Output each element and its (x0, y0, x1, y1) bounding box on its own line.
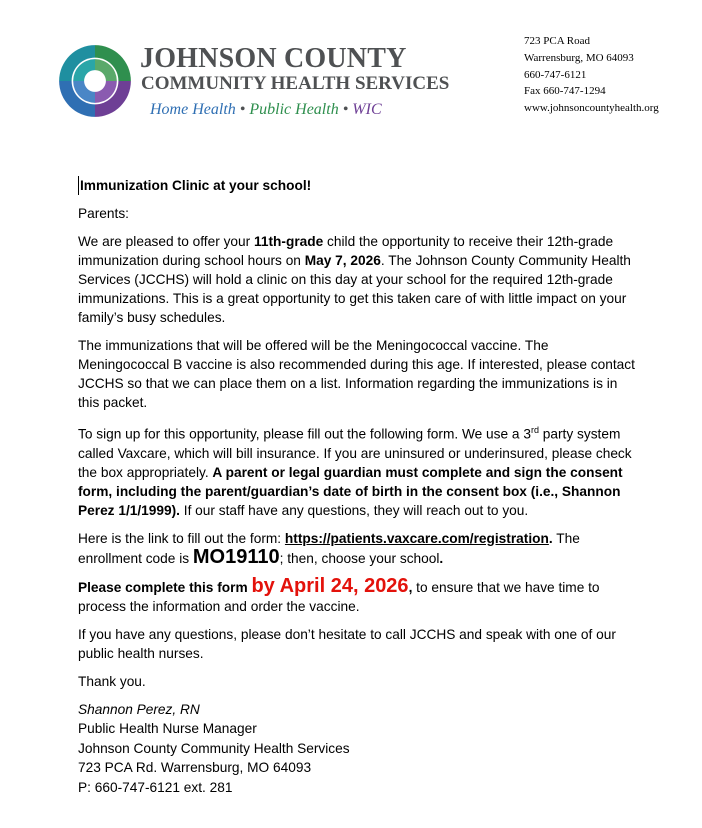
tagline-separator: • (239, 101, 246, 118)
address-fax: Fax 660-747-1294 (524, 85, 606, 98)
address-website[interactable]: www.johnsoncountyhealth.org (524, 102, 659, 115)
text-run: . The Johnson County Community Health Services (JCCHS) will hold a clinic on this day at your school for the required 12th-grade immunizations. This is a great opportunity to get this taken care of with little impact on your family’s busy schedules. (78, 253, 631, 325)
text-run: We are pleased to offer your (78, 234, 255, 249)
text-run: to ensure that we have time to process the information and order the vaccine. (78, 579, 600, 614)
paragraph-questions: If you have any questions, please don’t hesitate to call JCCHS and speak with one of our public health nurses. (78, 626, 616, 661)
text-run: Here is the link to fill out the form: (78, 530, 285, 546)
salutation: Parents: (78, 206, 129, 221)
signer-address: 723 PCA Rd. Warrensburg, MO 64093 (78, 760, 312, 776)
registration-link[interactable]: https://patients.vaxcare.com/registration (284, 530, 549, 546)
tagline-public-health: Public Health (249, 101, 339, 118)
text-run: If our staff have any questions, they will reach out to you. (179, 502, 529, 518)
swirl-logo-icon (56, 42, 134, 120)
tagline-home-health: Home Health (150, 101, 236, 118)
letter-title: Immunization Clinic at your school! (78, 176, 638, 195)
text-run: . (548, 530, 553, 546)
text-run: child the opportunity to receive their 12th-grade immunization during school hours on (78, 234, 614, 268)
org-name-line2: COMMUNITY HEALTH SERVICES (141, 73, 450, 94)
paragraph-intro (78, 232, 638, 327)
text-run: To sign up for this opportunity, please fill out the following form. We use a 3 (78, 426, 531, 442)
superscript: rd (530, 425, 539, 435)
signer-phone: P: 660-747-6121 ext. 281 (78, 779, 233, 795)
deadline-date: by April 24, 2026 (251, 574, 409, 597)
org-name-line1: JOHNSON COUNTY (140, 43, 407, 74)
tagline-wic: WIC (352, 101, 382, 118)
text-run: , (408, 579, 413, 595)
org-address-block (524, 33, 659, 117)
address-phone: 660-747-6121 (524, 68, 587, 81)
signer-org: Johnson County Community Health Services (78, 740, 350, 756)
org-tagline (150, 100, 382, 120)
letter-body (78, 176, 638, 797)
text-run: ; then, choose your school (279, 550, 440, 566)
text-run: The enrollment code is (78, 530, 580, 566)
signer-name: Shannon Perez, RN (78, 701, 200, 717)
address-street: 723 PCA Road (524, 35, 591, 47)
consent-requirement: A parent or legal guardian must complete and sign the consent form, including the parent/guardian’s date of birth in the consent box (i.e., Shannon Perez 1/1/1999). (78, 464, 623, 518)
clinic-date: May 7, 2026 (304, 253, 381, 268)
paragraph-vaccines: The immunizations that will be offered will be the Meningococcal vaccine. The Meningococcal B vaccine is also recommended during this age. If interested, please contact JCCHS so that we can place them on a list. Information regarding the immunizations is in this packet. (78, 338, 635, 410)
paragraph-signup (78, 421, 638, 520)
text-run: party system called Vaxcare, which will bill insurance. If you are uninsured or underinsured, please check the box appropriately. (78, 426, 632, 480)
paragraph-link (78, 529, 638, 568)
grade-highlight: 11th-grade (254, 234, 324, 249)
address-city: Warrensburg, MO 64093 (524, 51, 634, 64)
text-run: . (439, 550, 444, 566)
tagline-separator: • (342, 101, 349, 118)
text-run: Please complete this form (78, 579, 252, 595)
enrollment-code: MO19110 (192, 545, 280, 568)
paragraph-deadline (78, 574, 638, 616)
signature-block (78, 700, 638, 798)
signer-role: Public Health Nurse Manager (78, 721, 257, 737)
closing: Thank you. (78, 673, 146, 689)
